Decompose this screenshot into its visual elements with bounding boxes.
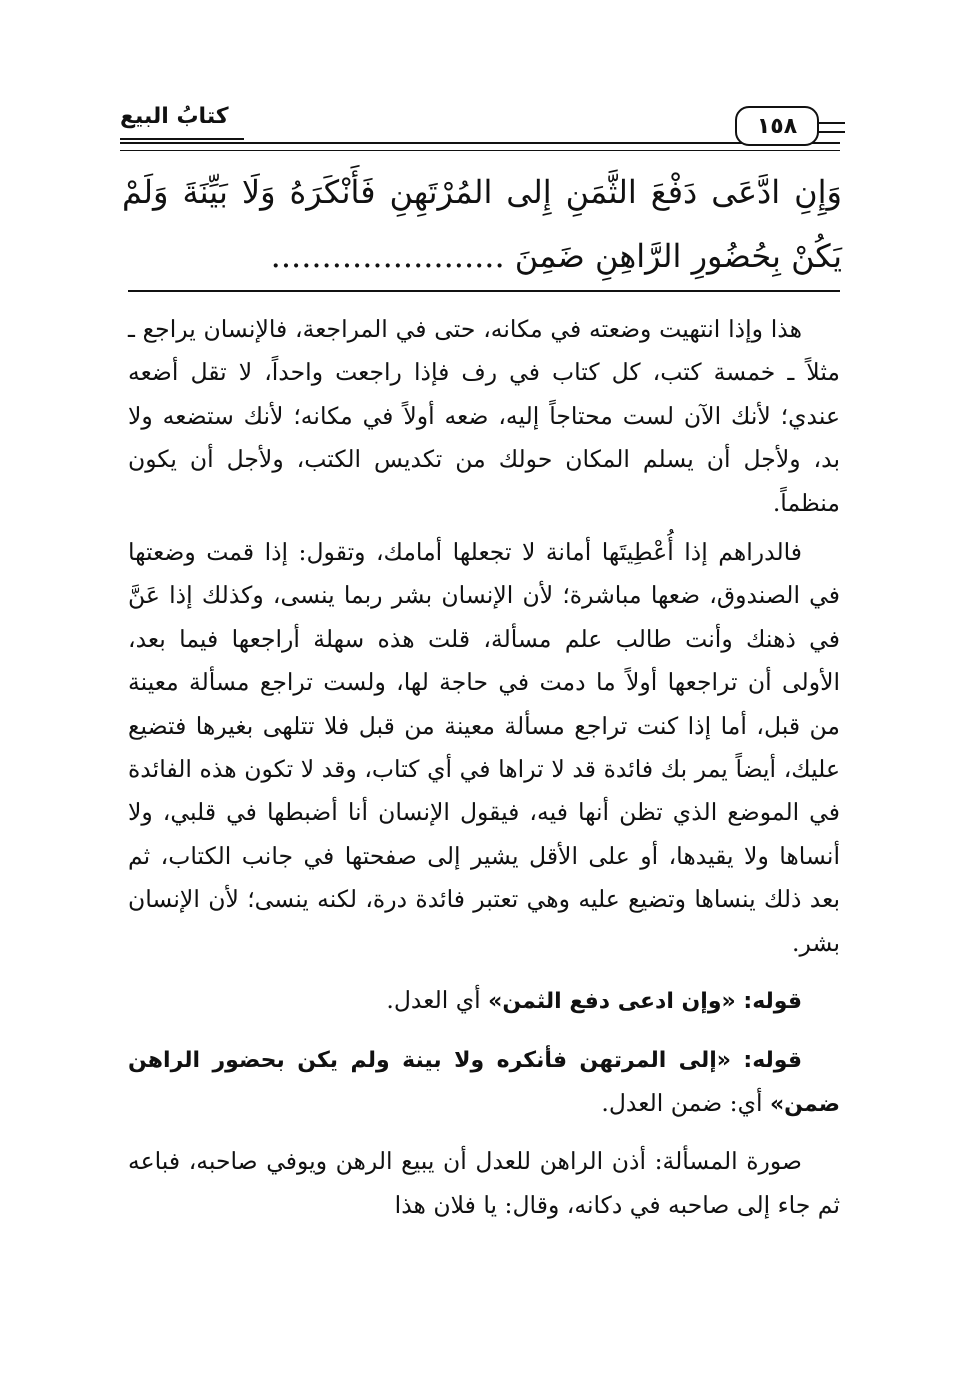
- paragraph-1: هذا وإذا انتهيت وضعته في مكانه، حتى في المراجعة، فالإنسان يراجع ـ مثلاً ـ خمسة كتب، كل كتاب في رف فإذا راجعت واحداً، لا تقل أضعه عندي؛ لأنك الآن لست محتاجاً إليه، ضعه أولاً في مكانه؛ لأنك ستضعه ولا بد، ولأجل أن يسلم المكان حولك من تكديس الكتب، ولأجل أن يكون منظماً.: [128, 315, 840, 517]
- qawl-1: [128, 979, 840, 1023]
- matn-dots: .......................: [270, 237, 505, 275]
- paragraph-3: صورة المسألة: أذن الراهن للعدل أن يبيع الرهن ويوفي صاحبه، فباعه ثم جاء إلى صاحبه في دكانه، وقال: يا فلان هذا: [128, 1147, 840, 1219]
- commentary-body: [128, 308, 840, 1227]
- page-header: [120, 100, 840, 150]
- qawl-2-quote: قوله: «إلى المرتهن فأنكره ولا بينة ولم يكن بحضور الراهن ضمن»: [128, 1047, 840, 1117]
- page-number: ١٥٨: [735, 106, 819, 146]
- qawl-2-explanation: أي: ضمن العدل.: [601, 1088, 770, 1117]
- header-rule-ornament: [817, 122, 845, 133]
- paragraph-2: فالدراهم إذا أُعْطِيتَها أمانة لا تجعلها أمامك، وتقول: إذا قمت وضعتها في الصندوق، ضعها مباشرة؛ لأن الإنسان بشر ربما ينسى، وكذلك إذا عَنَّ في ذهنك وأنت طالب علم مسألة، قلت هذه سهلة أراجعها فيما بعد، الأولى أن تراجعها أولاً ما دمت في حاجة لها، ولست تراجع مسألة معينة من قبل، أما إذا كنت تراجع مسألة معينة من قبل فلا تتلهى بغيرها فتضيع عليك، أيضاً يمر بك فائدة قد لا تراها في أي كتاب، وقد لا تكون هذه الفائدة في الموضع الذي تظن أنها فيه، فيقول الإنسان أنا أضبطها في قلبي، ولا أنساها ولا يقيدها، أو على الأقل يشير إلى صفحتها في جانب الكتاب، ثم بعد ذلك ينساها وتضيع عليه وهي تعتبر فائدة درة، لكنه ينسى؛ لأن الإنسان بشر.: [128, 538, 840, 957]
- qawl-1-quote: قوله: «وإن ادعى دفع الثمن»: [488, 989, 802, 1015]
- matn-separator: [128, 290, 840, 292]
- qawl-2: [128, 1038, 840, 1127]
- qawl-1-explanation: أي العدل.: [386, 986, 489, 1015]
- header-rule: [120, 142, 840, 151]
- book-title: كتابُ البيع: [120, 104, 229, 129]
- matn-text: [122, 160, 842, 288]
- title-underline: [120, 138, 244, 140]
- matn-sentence: وَإِنِ ادَّعَى دَفْعَ الثَّمَنِ إِلى المُرْتَهِنِ فَأَنْكَرَهُ وَلَا بَيِّنَةَ وَلَمْ يَكُنْ بِحُضُورِ الرَّاهِنِ ضَمِنَ: [122, 173, 842, 275]
